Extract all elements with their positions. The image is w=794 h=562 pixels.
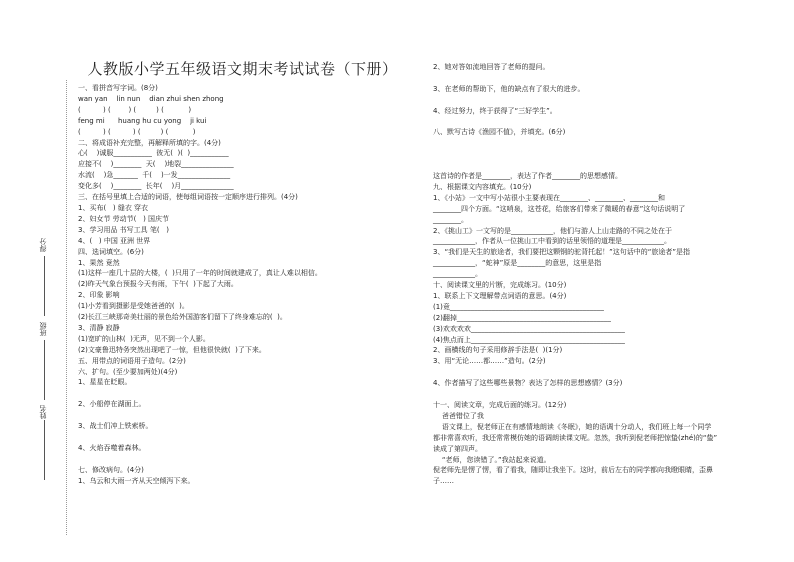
exam-line: ____________，“蛇神”原是________的意思，这里是指: [433, 259, 602, 268]
exam-line: 4、作者描写了这些哪些景物？表达了怎样的思想感情？(3分): [433, 379, 623, 388]
name-label: 姓名: [39, 405, 47, 419]
exam-line: (3)欢欢欢欢____________________________________________: [433, 324, 625, 333]
exam-line: 八、默写古诗《渔园不值》，并填充。(6分): [433, 128, 566, 137]
exam-line: 2、《挑山工》一文写的是____________，他们与游人上山走路的不同之处在于: [433, 226, 672, 235]
exam-line: [78, 454, 418, 465]
exam-line: 1、星星在眨眼。: [78, 378, 132, 387]
exam-line: 二、将成语补充完整，再解释所填的字。(4分): [78, 138, 221, 147]
exam-line: 3、在老师的帮助下，他的缺点有了很大的进步。: [433, 84, 585, 93]
exam-line: 倪老师先是愣了愣，看了看我，随即让我坐下。这时，前后左右的同学都向我瞪眼睛，歪鼻: [433, 466, 713, 475]
exam-line: (2)昨天气象台预报今天有雨，下午( )下起了大雨。: [78, 280, 238, 289]
exam-line: ____________。: [433, 270, 482, 279]
exam-line: 3、战士们冲上铁索桥。: [78, 422, 153, 431]
exam-line: 七、修改病句。(4分): [78, 465, 144, 474]
exam-line: 4、火焰吞噬着森林。: [78, 443, 146, 452]
exam-line: ________四个方面。“这哨泉，这苍花，给旅客们带来了微暖的春意”这句话说明了: [433, 204, 686, 213]
exam-line: (1)宽旷的山林( )无声，见不到一个人影。: [78, 334, 210, 343]
exam-line: 六、扩句。(至少要加两处)(4分): [78, 367, 178, 376]
exam-line: 心( )诚服___________ 彼无( )( )___________: [78, 149, 229, 158]
exam-line: [433, 117, 773, 128]
exam-line: 2、妇女节 劳动节( ) 国庆节: [78, 214, 170, 223]
exam-line: [78, 432, 418, 443]
exam-line: 四、选词填空。(6分): [78, 247, 144, 256]
exam-line: 4、( ) 中国 亚洲 世界: [78, 236, 151, 245]
score-line: [44, 256, 45, 316]
exam-line: [433, 160, 773, 171]
exam-line: 2、小船停在湖面上。: [78, 400, 146, 409]
exam-line: [433, 73, 773, 84]
right-column: [433, 62, 773, 487]
exam-line: [433, 95, 773, 106]
exam-line: 1、乌云和大雨一齐从天空倾泻下来。: [78, 476, 195, 485]
binding-margin: [28, 0, 68, 562]
exam-line: 3、学习用品 书写工具 笔( ): [78, 225, 170, 234]
exam-line: 五、用带点的词语用子造句。(2分): [78, 356, 186, 365]
exam-line: 一、看拼音写字词。(8分): [78, 84, 158, 92]
exam-line: feng mi huang hu cu yong ji kui: [78, 116, 207, 125]
exam-line: ( ) ( ) ( ) ( ): [78, 105, 192, 114]
exam-line: 1、果然 竟然: [78, 258, 120, 267]
exam-line: 1、《小站》一文中写小站很小主要表现在________、________、________和: [433, 193, 665, 202]
exam-line: (2)文豪鲁迅特务突然出现吧了一惊，但他很快就( )了下来。: [78, 345, 266, 354]
exam-line: ____________，作者从一位挑山工中看到的话里领悟的道理是____________。: [433, 237, 671, 246]
exam-line: 三、在括号里填上合适的词语，使每组词语按一定顺序进行排列。(4分): [78, 193, 298, 202]
class-label: 班级: [39, 322, 47, 336]
exam-line: 1、买布( ) 缝衣 穿衣: [78, 203, 149, 212]
exam-line: 子……: [433, 477, 454, 486]
exam-line: 3、“我们是天生的旅途者，我们要把这颗钢的驼背托起！”这句话中的“旅途者”是指: [433, 248, 690, 257]
class-line: [44, 340, 45, 400]
exam-line: 这首诗的作者是________，表达了作者________的思想感情。: [433, 171, 622, 180]
exam-line: 1、联系上下文理解带点词语的意思。(4分): [433, 291, 567, 300]
exam-line: ________。: [433, 215, 468, 224]
exam-line: 爸爸错位了我: [433, 411, 484, 420]
name-line: [44, 420, 45, 480]
exam-line: (1)竟____________________________________________: [433, 302, 604, 311]
left-column: [78, 83, 418, 486]
margin-divider: [66, 80, 67, 535]
exam-line: (2)翻掉____________________________________________: [433, 313, 611, 322]
exam-line: 变化多( )________ 长年( )月_______________: [78, 182, 234, 191]
exam-line: [78, 388, 418, 399]
exam-line: “老师，您读错了。”我站起来说道。: [433, 455, 551, 464]
exam-line: 水流( )急_______ 千( )一发_______________: [78, 171, 231, 180]
exam-line: 十、阅读课文里的片断，完成练习。(10分): [433, 281, 567, 290]
exam-line: 应接不( )________ 天( )地裂_______________: [78, 160, 234, 169]
score-label: 得分: [39, 238, 47, 252]
exam-line: 九、根据课文内容填充。(10分): [433, 182, 532, 191]
page-title: 人教版小学五年级语文期末考试试卷（下册）: [87, 60, 398, 78]
exam-line: 读成了第四声。: [433, 444, 482, 453]
exam-line: wan yan lin nun dian zhui shen zhong: [78, 94, 224, 103]
exam-line: 十一、阅读文章，完成后面的练习。(12分): [433, 400, 567, 409]
exam-line: [433, 138, 773, 149]
exam-line: 语文课上，倪老师正在有感情地朗读《冬眠》，她的语调十分动人，我们班上每一个同学: [433, 422, 712, 431]
exam-line: 都非常喜欢听，我还常常模仿她的语调朗读课文呢。忽然，我听到倪老师把惊蛰(zhé)的“蛰”: [433, 433, 718, 442]
exam-line: (1)小芳看到摄影是受她爸爸的( )。: [78, 302, 189, 311]
exam-line: [78, 410, 418, 421]
exam-line: ( ) ( ) ( ) ( ): [78, 127, 196, 136]
exam-line: (4)焦点而上____________________________________________: [433, 335, 625, 344]
exam-line: 4、经过努力，终于获得了“三好学生”。: [433, 106, 557, 115]
exam-line: (2)长江三峡那奇美壮丽的景色给外国游客们留下了终身难忘的( )。: [78, 313, 287, 322]
exam-line: 2、她对答如流地回答了老师的提问。: [433, 63, 550, 71]
exam-line: 3、清静 寂静: [78, 323, 120, 332]
exam-line: (1)这样一座几十层的大楼，( )只用了一年的时间就建成了，真让人难以相信。: [78, 269, 322, 278]
exam-line: 2、画横线的句子采用修辞手法是( )(1分): [433, 346, 563, 355]
exam-line: [433, 389, 773, 400]
exam-line: 2、印象 影响: [78, 291, 120, 300]
exam-line: [433, 149, 773, 160]
exam-line: 3、用“无论……都……”造句。(2分): [433, 357, 546, 366]
exam-line: [433, 367, 773, 378]
